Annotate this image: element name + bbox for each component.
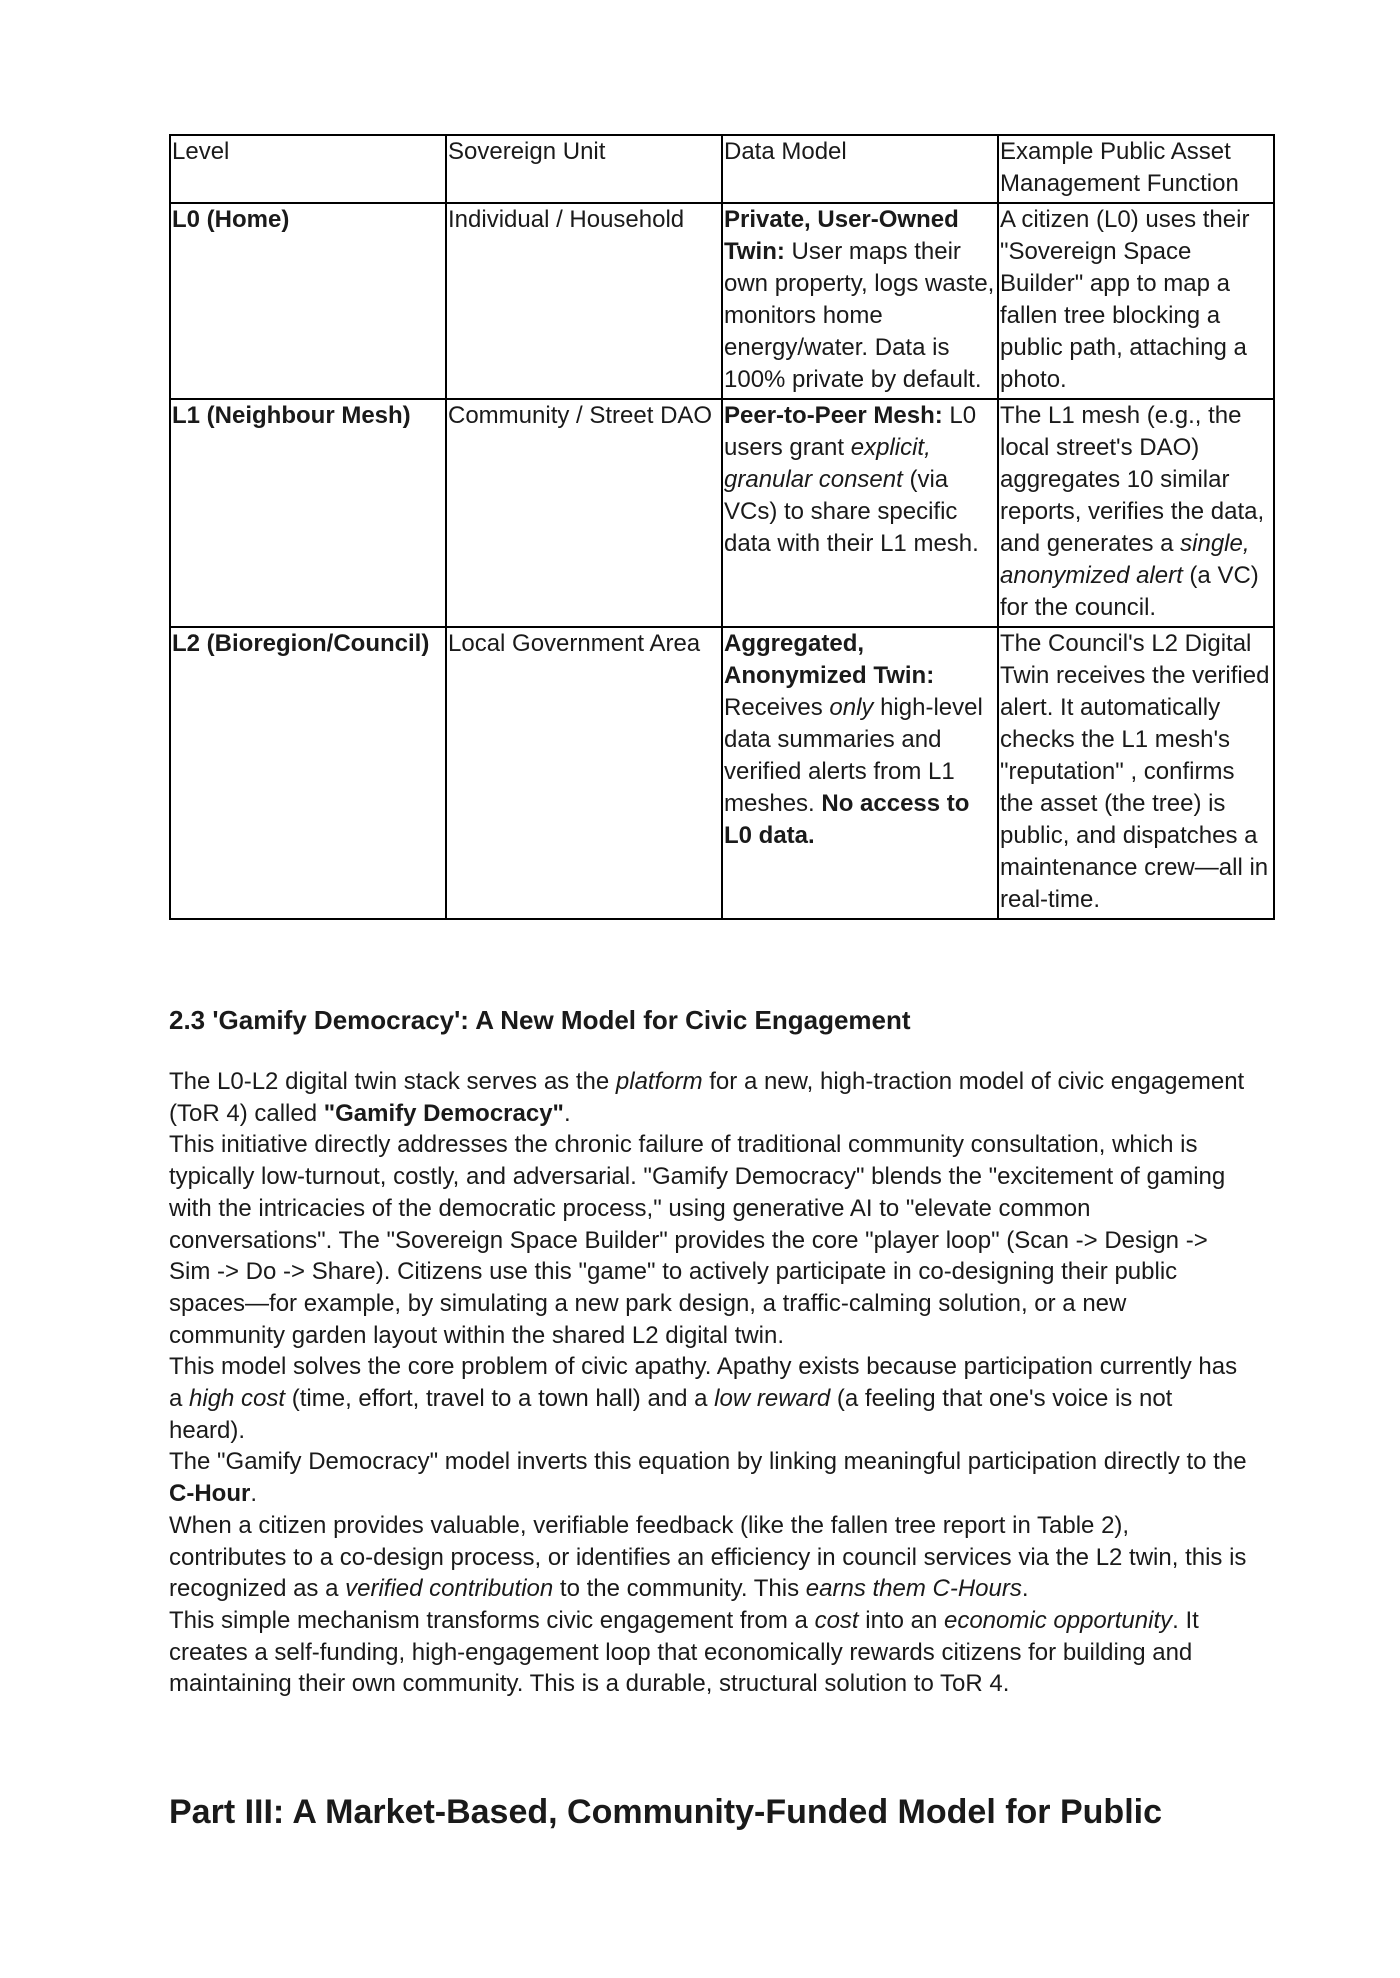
header-cell-model: Data Model	[722, 135, 998, 203]
levels-table	[169, 134, 1275, 920]
example-text: The L1 mesh (e.g., the local street's DAO) aggregates 10 similar reports, verifies the data, and generates a	[1000, 402, 1265, 557]
table-row-l2	[170, 627, 1274, 919]
paragraph: This initiative directly addresses the chronic failure of traditional community consultation, which is typically low-turnout, costly, and adversarial. "Gamify Democracy" blends the "excitement of gaming with the intricacies of the democratic process," using generative AI to "elevate common conversations". The "Sovereign Space Builder" provides the core "player loop" (Scan -> Design -> Sim -> Do -> Share). Citizens use this "game" to actively participate in co-designing their public spaces—for example, by simulating a new park design, a traffic-calming solution, or a new community garden layout within the shared L2 digital twin.	[169, 1131, 1226, 1349]
cell-unit: Local Government Area	[446, 627, 722, 919]
text-run: .	[563, 1099, 571, 1127]
text-run-italic: platform	[615, 1068, 703, 1095]
text-run: (time, effort, travel to a town hall) and a	[285, 1385, 715, 1413]
paragraph	[169, 1351, 1249, 1446]
text-run-italic: low reward	[714, 1385, 831, 1413]
text-run-italic: earns them C-Hours	[805, 1575, 1022, 1603]
model-bold: Peer-to-Peer Mesh:	[724, 402, 943, 429]
cell-unit: Individual / Household	[446, 203, 722, 399]
text-run: for a new, high-traction model of civic engagement (ToR 4) called	[169, 1068, 1245, 1127]
model-bold: Aggregated, Anonymized Twin:	[724, 630, 935, 689]
example-italic: single, anonymized alert	[1000, 530, 1250, 589]
cell-model	[722, 203, 998, 399]
model-text: User maps their own property, logs waste, monitors home energy/water. Data is 100% private by default.	[724, 238, 995, 393]
cell-example: A citizen (L0) uses their "Sovereign Space Builder" app to map a fallen tree blocking a public path, attaching a photo.	[998, 203, 1274, 399]
cell-example: The Council's L2 Digital Twin receives the verified alert. It automatically checks the L1 mesh's "reputation" , confirms the asset (the tree) is public, and dispatches a maintenance crew—all in real-time.	[998, 627, 1274, 919]
cell-unit: Community / Street DAO	[446, 399, 722, 627]
cell-model	[722, 627, 998, 919]
model-text: Receives	[724, 694, 830, 721]
text-run: This model solves the core problem of civic apathy. Apathy exists because participation currently has a	[169, 1353, 1238, 1413]
header-cell-unit: Sovereign Unit	[446, 135, 722, 203]
model-italic: explicit, granular consent	[724, 434, 931, 493]
text-run: .	[1021, 1575, 1029, 1603]
example-text: (a VC) for the council.	[1000, 562, 1259, 621]
paragraph	[169, 1066, 1249, 1129]
cell-level: L0 (Home)	[170, 203, 446, 399]
text-run-italic: economic opportunity	[943, 1606, 1173, 1634]
table-header-row	[170, 135, 1274, 203]
text-run: When a citizen provides valuable, verifiable feedback (like the fallen tree report in Table 2), contributes to a co-design process, or identifies an efficiency in council services via the L2 twin, this is recognized as a	[169, 1511, 1247, 1603]
text-run-bold: C-Hour	[169, 1480, 251, 1508]
header-cell-example: Example Public Asset Management Function	[998, 135, 1274, 203]
text-run: . It creates a self-funding, high-engagement loop that economically rewards citizens for building and maintaining their own community. This is a durable, structural solution to ToR 4.	[169, 1606, 1199, 1698]
model-bold: No access to L0 data.	[724, 790, 970, 849]
section-heading: 2.3 'Gamify Democracy': A New Model for Civic Engagement	[169, 1005, 911, 1035]
text-run: to the community. This	[553, 1575, 806, 1603]
model-text: high-level data summaries and verified alerts from L1 meshes.	[724, 694, 983, 817]
body-text	[169, 1066, 1249, 1700]
model-text: (via VCs) to share specific data with their L1 mesh.	[724, 466, 979, 557]
part-heading: Part III: A Market-Based, Community-Funded Model for Public	[169, 1793, 1163, 1831]
text-run-italic: verified contribution	[345, 1575, 554, 1603]
text-run: The "Gamify Democracy" model inverts this equation by linking meaningful participation directly to the	[169, 1448, 1247, 1476]
paragraph	[169, 1605, 1249, 1700]
model-text: L0 users grant	[724, 402, 977, 461]
paragraph	[169, 1510, 1249, 1605]
cell-level: L2 (Bioregion/Council)	[170, 627, 446, 919]
table-row-l1	[170, 399, 1274, 627]
text-run-italic: high cost	[189, 1385, 286, 1413]
text-run-italic: cost	[814, 1606, 859, 1634]
text-run: The L0-L2 digital twin stack serves as the	[169, 1068, 616, 1095]
text-run: into an	[858, 1606, 944, 1634]
text-run: This simple mechanism transforms civic engagement from a	[169, 1606, 815, 1634]
paragraph	[169, 1446, 1249, 1509]
model-bold: Private, User-Owned Twin:	[724, 206, 959, 265]
cell-example	[998, 399, 1274, 627]
cell-level: L1 (Neighbour Mesh)	[170, 399, 446, 627]
text-run: .	[250, 1480, 257, 1508]
table-row-l0	[170, 203, 1274, 399]
header-cell-level: Level	[170, 135, 446, 203]
cell-model	[722, 399, 998, 627]
text-run-bold: "Gamify Democracy"	[323, 1099, 564, 1127]
model-italic: only	[829, 694, 874, 721]
text-run: (a feeling that one's voice is not heard).	[169, 1385, 1173, 1444]
